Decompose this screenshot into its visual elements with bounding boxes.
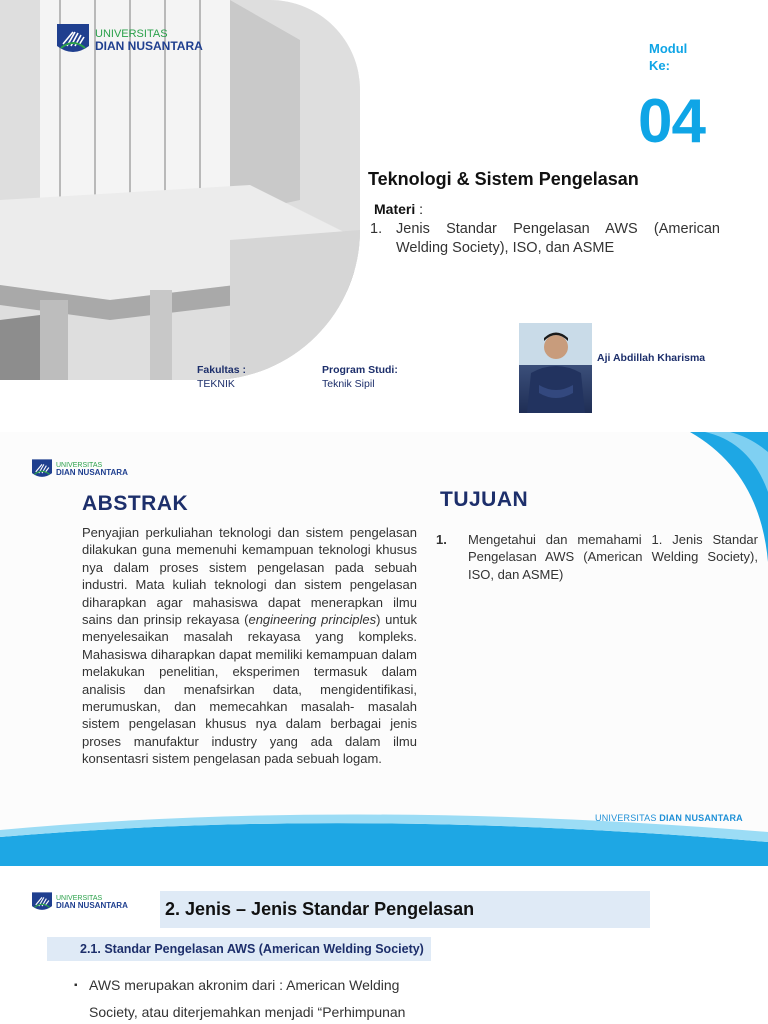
logo-line2: DIAN NUSANTARA [56, 468, 128, 478]
section-title: 2. Jenis – Jenis Standar Pengelasan [160, 891, 650, 928]
university-logo [32, 459, 128, 481]
logo-line2: DIAN NUSANTARA [95, 39, 203, 54]
materi-item [370, 220, 720, 258]
materi-label: Materi [374, 201, 416, 217]
logo-line1: UNIVERSITAS [56, 462, 103, 470]
fakultas-label: Fakultas : [197, 364, 247, 376]
materi-separator: : [415, 201, 424, 217]
bullet-text: AWS merupakan akronim dari : American Welding Society, atau diterjemahkan menjadi “Perhimpunan [89, 977, 406, 1020]
course-title: Teknologi & Sistem Pengelasan [368, 169, 639, 189]
tujuan-item-number: 1. [436, 532, 447, 547]
modul-number: 04 [638, 87, 705, 156]
tujuan-item [436, 531, 758, 583]
university-logo [57, 24, 203, 58]
abstrak-heading: ABSTRAK [82, 492, 189, 515]
subsection-title: 2.1. Standar Pengelasan AWS (American Welding Society) [47, 937, 431, 961]
logo-line1: UNIVERSITAS [95, 27, 168, 40]
author-photo [519, 323, 592, 413]
footer-brand [595, 813, 743, 823]
materi-heading [374, 201, 423, 217]
materi-item-text: Jenis Standar Pengelasan AWS (American Welding Society), ISO, dan ASME [396, 221, 720, 256]
tujuan-heading: TUJUAN [440, 488, 529, 511]
bullet-item [74, 972, 424, 1024]
cover-slide [0, 0, 768, 430]
tujuan-item-text: Mengetahui dan memahami 1. Jenis Standar Pengelasan AWS (American Welding Society), ISO, dan ASME) [468, 532, 758, 582]
logo-line2: DIAN NUSANTARA [56, 901, 128, 911]
section-slide [0, 868, 768, 1024]
author-portrait [519, 323, 592, 413]
footer-brand-name: DIAN NUSANTARA [659, 813, 743, 823]
university-logo-icon [32, 892, 52, 914]
university-logo [32, 892, 128, 914]
bullet-marker: ▪ [74, 980, 78, 991]
program-studi-label: Program Studi: [322, 364, 398, 376]
author-name: Aji Abdillah Kharisma [597, 352, 706, 364]
abstract-slide [0, 432, 768, 866]
abstrak-text-part1: Penyajian perkuliahan teknologi dan sistem pengelasan dilakukan guna memenuhi kemampuan teknologi khusus nya dalam proses sistem pengelasan pada sebuah industri. Mata kuliah teknologi dan sistem pengelasan diharapkan agar mahasiswa dapat menerapkan ilmu sains dan prinsip rekayasa ( [82, 525, 417, 628]
modul-label: Modul Ke: [649, 41, 688, 73]
abstrak-text [82, 524, 417, 768]
program-studi-value: Teknik Sipil [322, 378, 375, 390]
fakultas-value: TEKNIK [197, 378, 235, 390]
abstrak-text-italic: engineering principles [248, 612, 377, 628]
materi-item-number: 1. [370, 221, 383, 237]
university-logo-icon [57, 24, 89, 58]
abstrak-text-part2: ) untuk menyelesaikan masalah rekayasa yang kompleks. Mahasiswa diharapkan dapat memiliki kemampuan dalam melakukan penelitian, eksperimen termasuk dalam analisis dan menafsirkan data, mengidentifikasi, merumuskan, dan memecahkan masalah- masalah sistem pengelasan khusus nya dalam berbagai jenis proses manufaktur industry yang ada dalam ilmu konsentasri sistem pengelasan pada sebuah logam. [82, 612, 417, 767]
footer-brand-prefix: UNIVERSITAS [595, 813, 657, 823]
logo-line1: UNIVERSITAS [56, 895, 103, 903]
university-logo-icon [32, 459, 52, 481]
